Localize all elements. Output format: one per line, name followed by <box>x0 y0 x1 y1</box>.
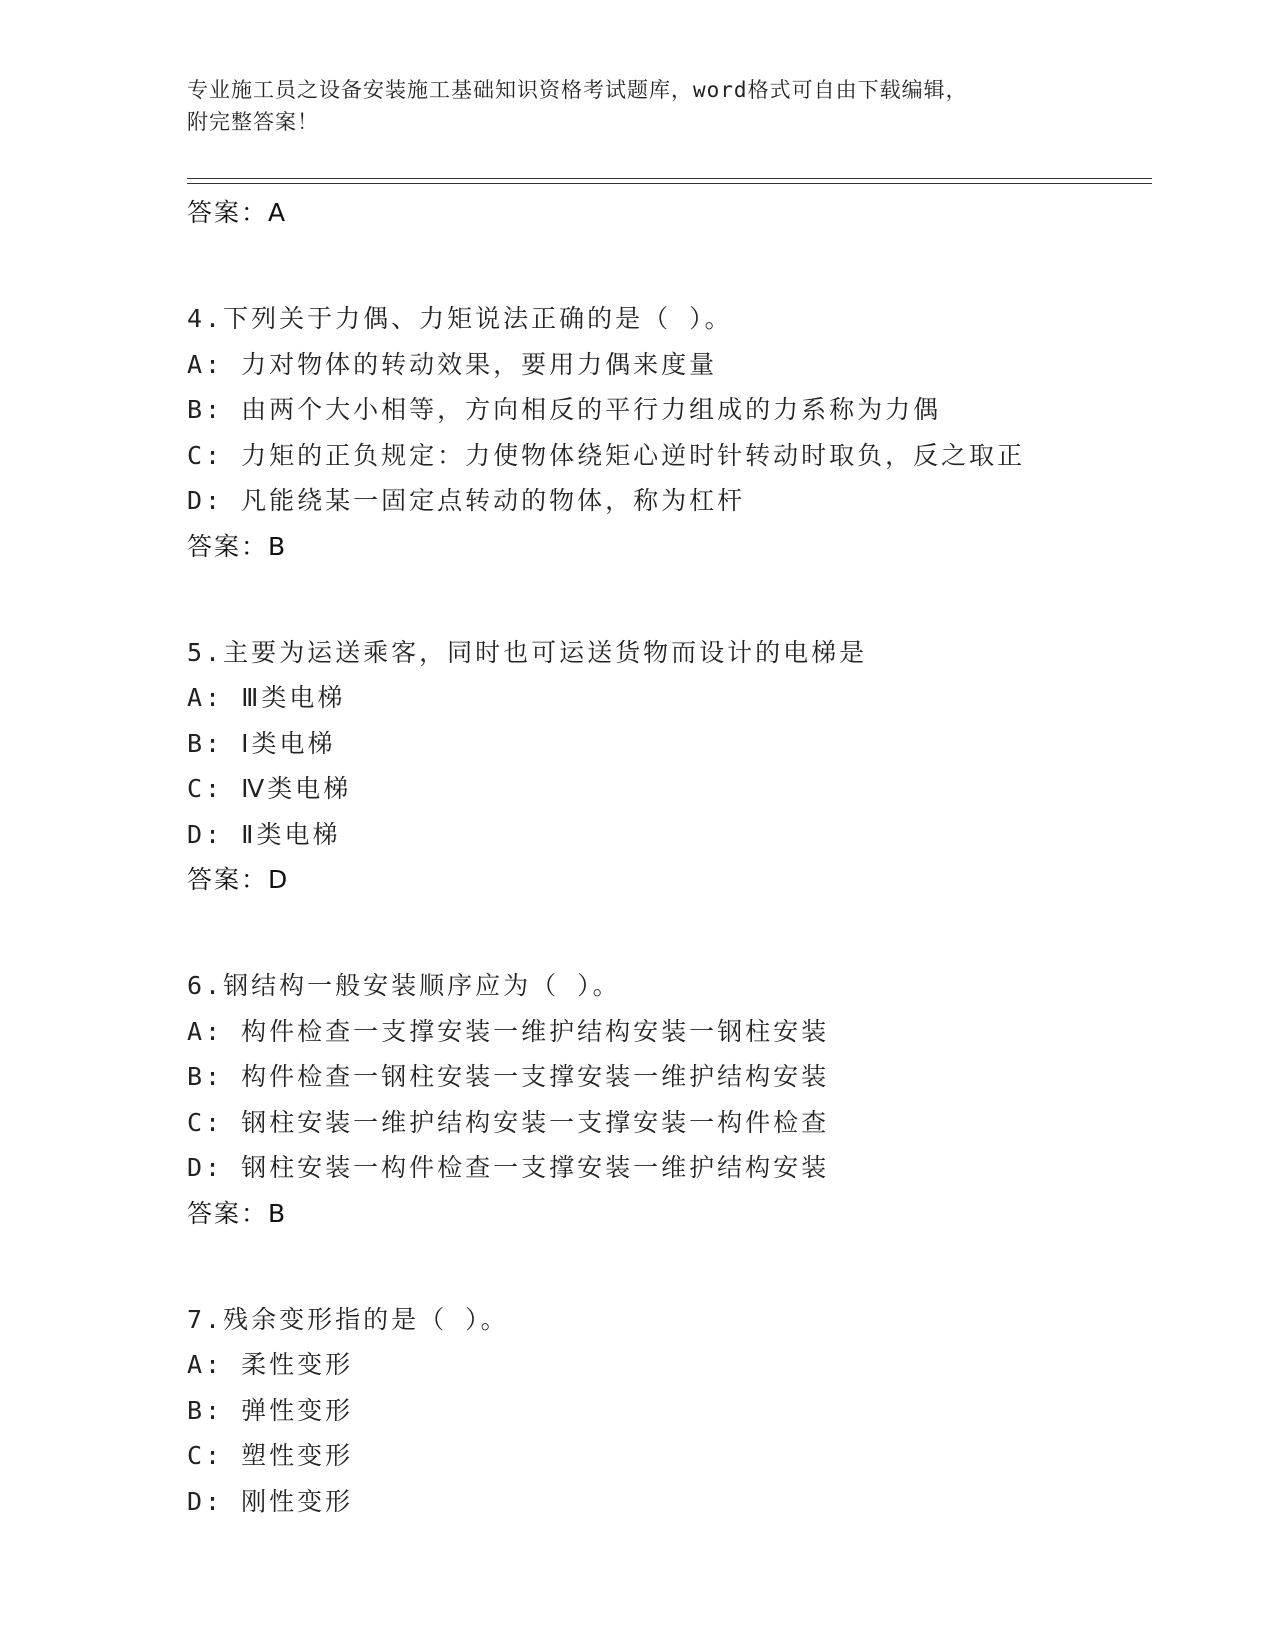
question-7 <box>187 1297 1152 1525</box>
option-d: D: 钢柱安装一构件检查一支撑安装一维护结构安装 <box>187 1153 830 1182</box>
header-divider <box>187 178 1152 184</box>
option-b: B: 弹性变形 <box>187 1395 354 1425</box>
question-5 <box>187 630 1152 858</box>
option-b: B: Ⅰ类电梯 <box>187 728 336 758</box>
option-c: C: 钢柱安装一维护结构安装一支撑安装一构件检查 <box>187 1107 830 1137</box>
option-c: C: 力矩的正负规定：力使物体绕矩心逆时针转动时取负，反之取正 <box>187 440 1026 470</box>
option-b: B: 构件检查一钢柱安装一支撑安装一维护结构安装 <box>187 1062 830 1091</box>
option-b: B: 由两个大小相等，方向相反的平行力组成的力系称为力偶 <box>187 395 942 424</box>
option-a: A: Ⅲ类电梯 <box>187 683 346 712</box>
document-body <box>187 190 1152 1524</box>
question-stem: 5.主要为运送乘客，同时也可运送货物而设计的电梯是 <box>187 637 868 667</box>
answer-q4: 答案：B <box>187 531 288 561</box>
option-c: C: 塑性变形 <box>187 1441 354 1470</box>
option-a: A: 力对物体的转动效果，要用力偶来度量 <box>187 349 718 379</box>
question-6 <box>187 963 1152 1191</box>
answer-q3: 答案：A <box>187 198 288 227</box>
option-a: A: 构件检查一支撑安装一维护结构安装一钢柱安装 <box>187 1016 830 1046</box>
answer-q5: 答案：D <box>187 865 290 894</box>
option-d: D: 凡能绕某一固定点转动的物体，称为杠杆 <box>187 486 746 515</box>
option-c: C: Ⅳ类电梯 <box>187 774 352 803</box>
question-4 <box>187 296 1152 524</box>
option-d: D: 刚性变形 <box>187 1486 354 1516</box>
header-line-2: 附完整答案！ <box>187 110 319 134</box>
question-stem: 6.钢结构一般安装顺序应为（ ）。 <box>187 971 621 1000</box>
answer-q6: 答案：B <box>187 1198 288 1228</box>
option-d: D: Ⅱ类电梯 <box>187 819 341 849</box>
question-stem: 4.下列关于力偶、力矩说法正确的是（ ）。 <box>187 304 733 333</box>
option-a: A: 柔性变形 <box>187 1350 354 1379</box>
header-line-1: 专业施工员之设备安装施工基础知识资格考试题库，word格式可自由下载编辑， <box>187 78 968 102</box>
question-stem: 7.残余变形指的是（ ）。 <box>187 1304 509 1334</box>
document-header <box>187 74 1087 138</box>
